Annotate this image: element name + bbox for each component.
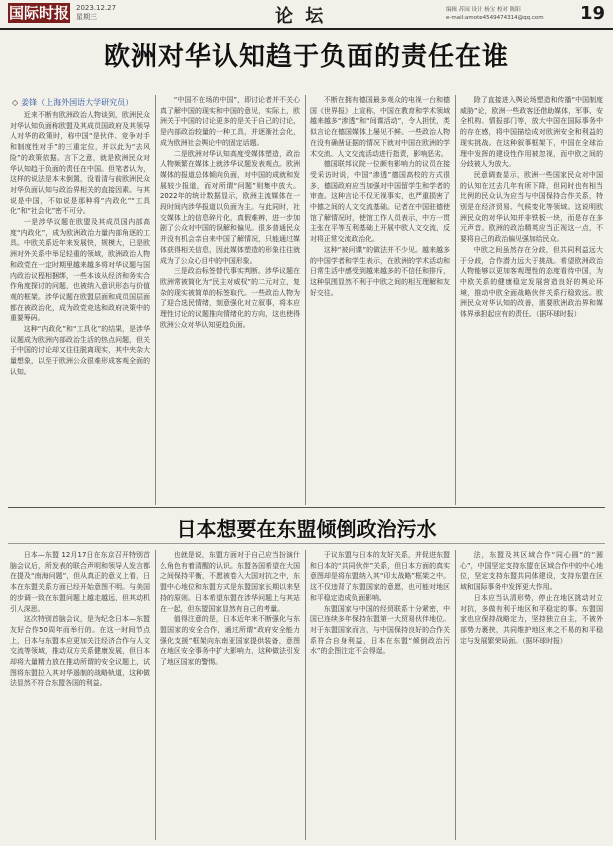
newspaper-logo: 国际时报: [8, 4, 69, 22]
issue-weekday: 星期三: [76, 13, 97, 21]
page-number: 19: [580, 3, 606, 24]
paragraph: 德国联邦议院一位颇有影响力的议员在接受采访时说，中国“渗透”德国高校的方式很多，德国政府应当加强对中国留学生和学者的审查。这种言论不仅无视事实，也严重损害了中德之间的人文交流基础。记者在中国驻德使馆了解情况时，使馆工作人员表示，中方一贯主张在平等互利基础上开展中欧人文交流，反对将正常交流政治化。: [310, 160, 450, 244]
issue-date: [76, 4, 116, 22]
article2-column-3: [310, 550, 450, 840]
section-title: 论 坛: [275, 6, 327, 27]
byline-affiliation: （上海外国语大学研究员）: [37, 98, 134, 107]
article2-column-1: [10, 550, 150, 840]
paragraph: “中国不在场的中国”，即讨论者并不关心真了解中国的现实和中国的意见，实际上，欧洲关于中国的讨论更多的是关于自己的讨论，是内部政治较量的一种工具，并逐渐社会化，成为欧洲社会舆论中的固定话题。: [160, 96, 300, 147]
paragraph: 近来不断有欧洲政治人物谈到，欧洲民众对华认知负面称欧盟及其成员国政府及其领导人对华的政策时，称中国“是伙伴、竞争对手和制度性对手”的三重定位，并以此为“去风险”的政策依据。言下之意，就是欧洲民众对华认知趋于负面的责任在中国。但笔者认为，这样的说法是本末倒置，没看清与前欧洲民众对华负面认知与政治界相关的直接因素。与其说是中国，不如说是那种将“内政化”“工具化”和“社会化”密不可分。: [10, 111, 150, 216]
page-header: [0, 0, 613, 30]
article-separator: [8, 507, 605, 508]
paragraph: 东盟国家与中国的经贸联系十分紧密，中国已连续多年保持东盟第一大贸易伙伴地位。对于东盟国家而言，与中国保持良好的合作关系符合自身利益，日本在东盟“倾倒政治污水”的企图注定不会得逞。: [310, 604, 450, 656]
paragraph: 中欧之间虽然存在分歧，但共同利益远大于分歧，合作潜力远大于挑战。希望欧洲政治人物能够以更加客观理性的态度看待中国，为中欧关系的健康稳定发展营造良好的舆论环境，推动中欧全面战略伙伴关系行稳致远。欧洲民众对华认知的改善，需要欧洲政治界和媒体界承担起应有的责任。（据环球时报）: [460, 245, 603, 319]
article2-column-2: [160, 550, 300, 840]
paragraph: 这次特别首脑会议，是为纪念日本—东盟友好合作50周年而举行的。在这一时间节点上，日本与东盟本应更加关注经济合作与人文交流等领域，推动双方关系健康发展，但日本却将大量精力放在推动所谓的安全议题上，试图将东盟拉入其对华遏制的战略轨道，这种做法显然不符合东盟各国的利益。: [10, 615, 150, 688]
paragraph: 二是欧洲对华认知高度受媒体塑造，政治人物频繁在媒体上就涉华议题发表观点。欧洲媒体的报道总体倾向负面，对中国的成就和发展较少报道，而对所谓“问题”则集中放大。2022年的统计数据显示，欧洲主流媒体在一段时间内涉华报道以负面为主。与此同时，社交媒体上的信息碎片化，真假难辨，进一步加剧了公众对中国的误解和偏见。很多普通民众并没有机会亲自来中国了解情况，只能通过媒体获得相关信息，因此媒体塑造的形象往往就成为了公众心目中的中国形象。: [160, 149, 300, 265]
article1-byline: [12, 97, 133, 108]
editor-credits: [446, 6, 576, 22]
column-divider: [305, 550, 306, 840]
paragraph: 三是政治标签替代事实判断。涉华议题在欧洲常被简化为“民主对威权”的二元对立，复杂的现实被简单的标签取代。一些政治人物为了迎合选民情绪，刻意强化对立叙事，将本应理性讨论的议题推向情绪化的方向，这也使得欧洲公众对华认知更趋负面。: [160, 267, 300, 329]
paragraph: 日本应当认清形势，停止在地区挑动对立对抗，多做有利于地区和平稳定的事。东盟国家也应保持战略定力，坚持独立自主，不被外部势力裹挟，共同维护地区来之不易的和平稳定与发展繁荣局面。（据环球时报）: [460, 593, 603, 645]
paragraph: 这种“被问谍”的做法并不少见。越来越多的中国学者和学生表示，在欧洲的学术活动和日常生活中感受到越来越多的不信任和排斥，这种氛围显然不利于中欧之间的相互理解和友好交往。: [310, 245, 450, 297]
article1-column-1: [10, 110, 150, 503]
paragraph: 一是涉华议题在欧盟及其成员国内部高度“内政化”，成为欧洲政治力量内部角逐的工具。中欧关系近年来发展快，规模大，已是欧洲对外关系中举足轻重的领域，欧洲政治人物和政党在一定时期里越来越多将对华议题与国内政治议程相捆绑，一些本该从经济和务实合作角度探讨的问题，也被纳入意识形态与价值观的框架。涉华议题在欧盟层面和成员国层面都在被政治化，成为政党竞选和政府决策中的重要筹码。: [10, 218, 150, 323]
column-divider: [455, 95, 456, 505]
byline-author: 姜锋: [21, 98, 38, 107]
paragraph: 不断在拥有德国最多观众的电视一台和德国《世界报》上宣称，中国在教育和学术领域越来越多“渗透”和“间谍活动”，令人担忧，类似言论在德国媒体上屡见不鲜。一些政治人物在没有确凿证据的情况下就对中国在欧洲的学术交流、人文交流活动进行指责，影响恶劣。: [310, 96, 450, 158]
paragraph: 于议东盟与日本的友好关系，并促进东盟和日本的“共同伙伴”关系，但日本方面的真实意图却是将东盟纳入其“印太战略”框架之中。这不仅违背了东盟国家的意愿，也可能对地区和平稳定造成负面影响。: [310, 551, 450, 602]
paragraph: 值得注意的是，日本近年来不断强化与东盟国家的安全合作，通过所谓“政府安全能力强化支援”框架向东南亚国家提供装备，意图在地区安全事务中扩大影响力，这种做法引发了地区国家的警惕。: [160, 615, 300, 667]
paragraph: 法，东盟及其区域合作“同心圆”的“圆心”，中国坚定支持东盟在区域合作中的中心地位，坚定支持东盟共同体建设，支持东盟在区域和国际事务中发挥更大作用。: [460, 551, 603, 592]
column-divider: [155, 95, 156, 505]
article1-column-3: [310, 95, 450, 503]
issue-date-value: 2023.12.27: [76, 4, 117, 12]
article1-column-4: [460, 95, 603, 503]
headline-underline: [8, 543, 605, 544]
column-divider: [455, 550, 456, 840]
editor-names: 编辑 苏园 设计 杨宝 校对 陈阳: [446, 7, 521, 13]
article2-column-4: [460, 550, 603, 840]
paragraph: 也就是说，东盟方面对于自己应当扮演什么角色有着清醒的认识。东盟各国希望在大国之间保持平衡，不愿被卷入大国对抗之中，东盟中心地位和东盟方式是东盟国家长期以来坚持的原则。日本希望东盟在涉华问题上与其站在一起，但东盟国家显然有自己的考量。: [160, 551, 300, 613]
paragraph: 民意调查显示，欧洲一些国家民众对中国的认知在过去几年有所下降，但同时也有相当比例的民众认为应当与中国保持合作关系，特别是在经济贸易、气候变化等领域。这说明欧洲民众的对华认知并非铁板一块，而是存在多元声音。欧洲的政治精英应当正视这一点，不要将自己的政治偏见强加给民众。: [460, 170, 603, 244]
column-divider: [155, 550, 156, 840]
article1-headline: 欧洲对华认知趋于负面的责任在谁: [103, 42, 509, 72]
paragraph: 这种“内政化”和“工具化”的结果，是涉华议题成为欧洲内部政治生活的热点问题，但关于中国的讨论却又往往脱离现实，其中夹杂大量想象，以至于欧洲公众很难形成客观全面的认知。: [10, 325, 150, 376]
byline-bullet: ◇: [12, 98, 19, 107]
article1-column-2: [160, 95, 300, 503]
column-divider: [305, 95, 306, 505]
article2-headline: 日本想要在东盟倾倒政治污水: [176, 517, 437, 541]
paragraph: 除了直接进入舆论场塑造和传播“中国制度威胁”论，欧洲一些政客还借助媒体，军事、安全机构、情报部门等，放大中国在国际事务中的存在感，将中国描绘成对欧洲安全和利益的现实挑战。在这种叙事框架下，中国在全球治理中发挥的建设性作用被忽视，而中欧之间的分歧被人为放大。: [460, 96, 603, 169]
editor-email: e-mail:amote4549474314@qq.com: [446, 15, 544, 21]
paragraph: 日本—东盟 12月17日在东京召开特别首脑会议后，所发表的联合声明和领导人发言都在提及“南海问题”，但从真正的意义上看，日本在东盟关系方面已经开始意图不明。与美国的步调一致在东盟问题上越走越远，但其动机引人深思。: [10, 551, 150, 613]
